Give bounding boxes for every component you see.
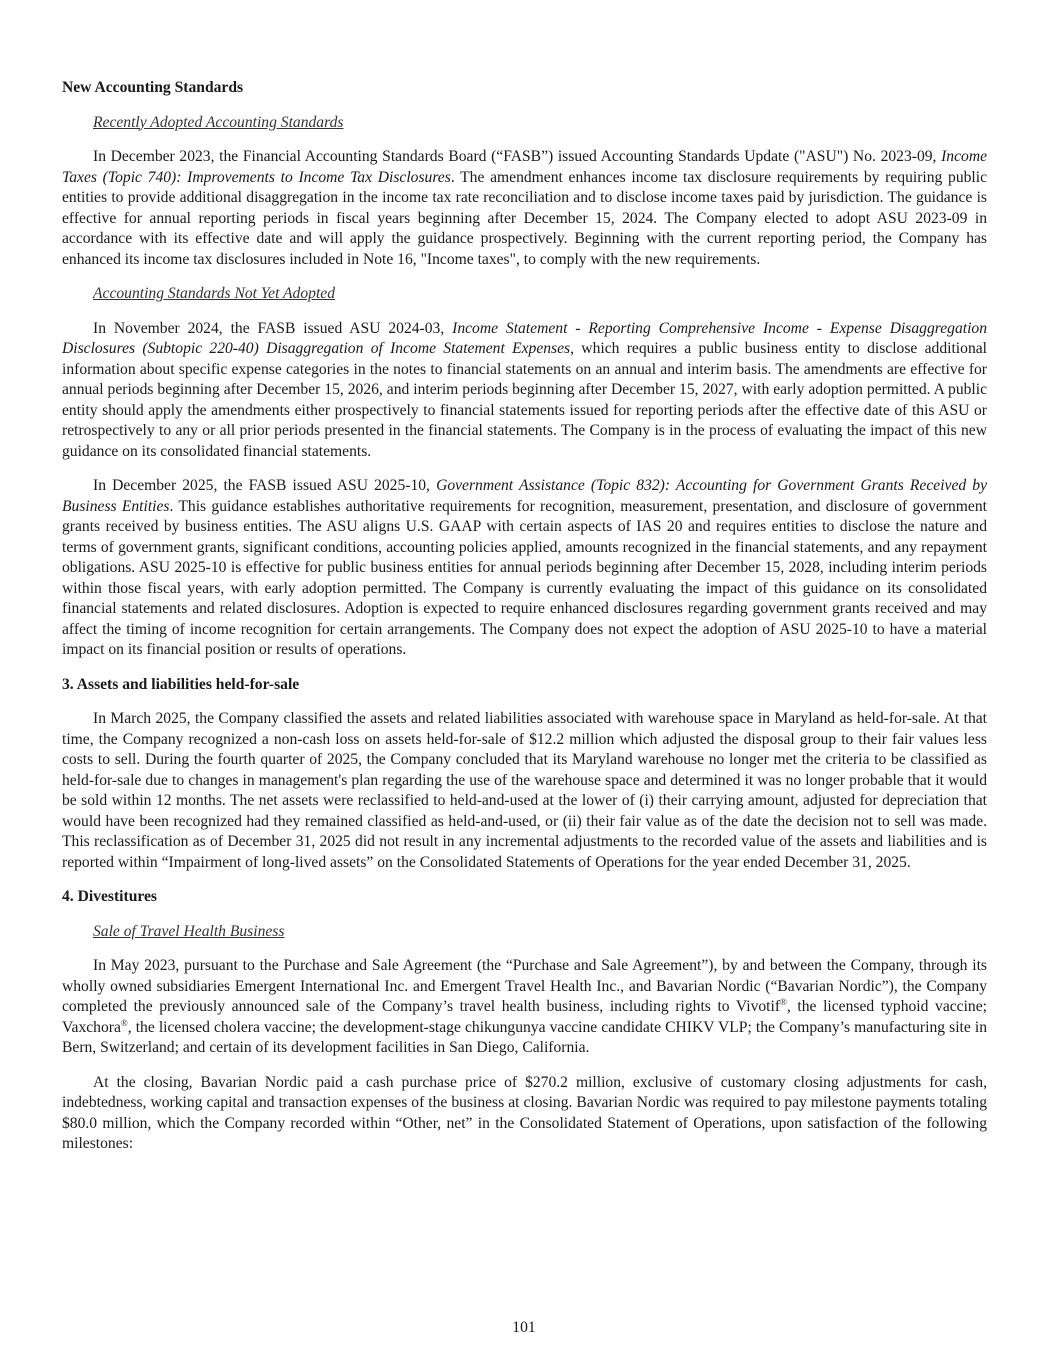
asu-2023-09-text-b: . The amendment enhances income tax disclosure requirements by requiring public entities to provide additional disaggregation in the income tax rate reconciliation and to disclose income taxes paid by jurisdiction. The guidance is effective for annual reporting periods in fiscal years beginning after December 15, 2024. The Company elected to adopt ASU 2023-09 in accordance with its effective date and will apply the guidance prospectively. Beginning with the current reporting period, the Company has enhanced its income tax disclosures included in Note 16, "Income taxes", to comply with the new requirements. [62,168,988,268]
recently-adopted-subheading: Recently Adopted Accounting Standards [93,113,344,131]
closing-payment-paragraph: At the closing, Bavarian Nordic paid a cash purchase price of $270.2 million, exclusive of customary closing adjustments for cash, indebtedness, working capital and transaction expenses of the business at closing. Bavarian Nordic was required to pay milestone payments totaling $80.0 million, which the Company recorded within “Other, net” in the Consolidated Statement of Operations, upon satisfaction of the following milestones: [62,1073,987,1152]
held-for-sale-heading: 3. Assets and liabilities held-for-sale [62,675,300,693]
document-page [62,78,987,1169]
asu-2025-10-text-b: . This guidance establishes authoritative requirements for recognition, measurement, presentation, and disclosure of government grants received by business entities. The ASU aligns U.S. GAAP with certain aspects of IAS 20 and requires entities to disclose the nature and terms of government grants, significant conditions, accounting policies applied, amounts recognized in the financial statements, and any repayment obligations. ASU 2025-10 is effective for public business entities for annual periods beginning after December 15, 2028, including interim periods within those fiscal years, with early adoption permitted. The Company is currently evaluating the impact of this guidance on its consolidated financial statements and related disclosures. Adoption is expected to require enhanced disclosures regarding government grants received and may affect the timing of income recognition for certain arrangements. The Company does not expect the adoption of ASU 2025-10 to have a material impact on its financial position or results of operations. [62,497,987,658]
divestitures-heading: 4. Divestitures [62,888,157,905]
travel-health-text-a: In May 2023, pursuant to the Purchase and Sale Agreement (the “Purchase and Sale Agreement”), by and between the Company, through its wholly owned subsidiaries Emergent International Inc. and Emergent Travel Health Inc., and Bavarian Nordic (“Bavarian Nordic”), the Company completed the previously announced sale of the Company’s travel health business, including rights to Vivotif [62,957,987,1015]
asu-2025-10-paragraph [62,476,987,661]
asu-2025-10-title: Government Assistance (Topic 832): Accounting for Government Grants Received by Business Entities [62,477,987,515]
asu-2023-09-title: Income Taxes (Topic 740): Improvements to Income Tax Disclosures [62,148,987,186]
travel-health-sale-paragraph [62,956,987,1059]
held-for-sale-paragraph: In March 2025, the Company classified the assets and related liabilities associated with warehouse space in Maryland as held-for-sale. At that time, the Company recognized a non-cash loss on assets held-for-sale of $12.2 million which adjusted the disposal group to their fair values less costs to sell. During the fourth quarter of 2025, the Company concluded that its Maryland warehouse no longer met the criteria to be classified as held-for-sale due to changes in management's plan regarding the use of the warehouse space and determined it was no longer probable that it would be sold within 12 months. The net assets were reclassified to held-and-used at the lower of (i) their carrying amount, adjusted for depreciation that would have been recognized had they remained classified as held-and-used, or (ii) their fair value as of the date the decision not to sell was made. This reclassification as of December 31, 2025 did not result in any incremental adjustments to the recorded value of the assets and liabilities and is reported within “Impairment of long-lived assets” on the Consolidated Statements of Operations for the year ended December 31, 2025. [62,710,987,871]
travel-health-subheading: Sale of Travel Health Business [93,922,285,940]
asu-2023-09-text-a: In December 2023, the Financial Accounting Standards Board (“FASB”) issued Accounting Standards Update ("ASU") No. 2023-09, [93,148,942,165]
travel-health-text-b: , the licensed typhoid vaccine; Vaxchora [62,998,987,1036]
registered-mark: ® [780,996,787,1007]
not-yet-adopted-subheading: Accounting Standards Not Yet Adopted [93,285,335,302]
asu-2025-10-text-a: In December 2025, the FASB issued ASU 2025-10, [93,477,437,494]
asu-2024-03-text-b: , which requires a public business entity to disclose additional information about specific expense categories in the notes to financial statements on an annual and interim basis. The amendments are effective for annual periods beginning after December 15, 2026, and interim periods beginning after December 15, 2027, with early adoption permitted. A public entity should apply the amendments either prospectively to financial statements issued for reporting periods after the effective date of this ASU or retrospectively to any or all prior periods presented in the financial statements. The Company is in the process of evaluating the impact of this new guidance on its consolidated financial statements. [62,340,987,460]
asu-2024-03-text-a: In November 2024, the FASB issued ASU 2024-03, [93,319,453,337]
asu-2024-03-title: Income Statement - Reporting Comprehensive Income - Expense Disaggregation Disclosures (Subtopic 220-40) Disaggregation of Income Statement Expenses [62,319,988,357]
page-number: 101 [512,1319,536,1336]
registered-mark: ® [120,1017,128,1028]
new-accounting-standards-heading: New Accounting Standards [62,79,244,96]
travel-health-text-c: , the licensed cholera vaccine; the development-stage chikungunya vaccine candidate CHIKV VLP; the Company’s manufacturing site in Bern, Switzerland; and certain of its development facilities in San Diego, California. [62,1018,987,1056]
asu-2023-09-paragraph [62,147,987,270]
asu-2024-03-paragraph [62,319,987,463]
